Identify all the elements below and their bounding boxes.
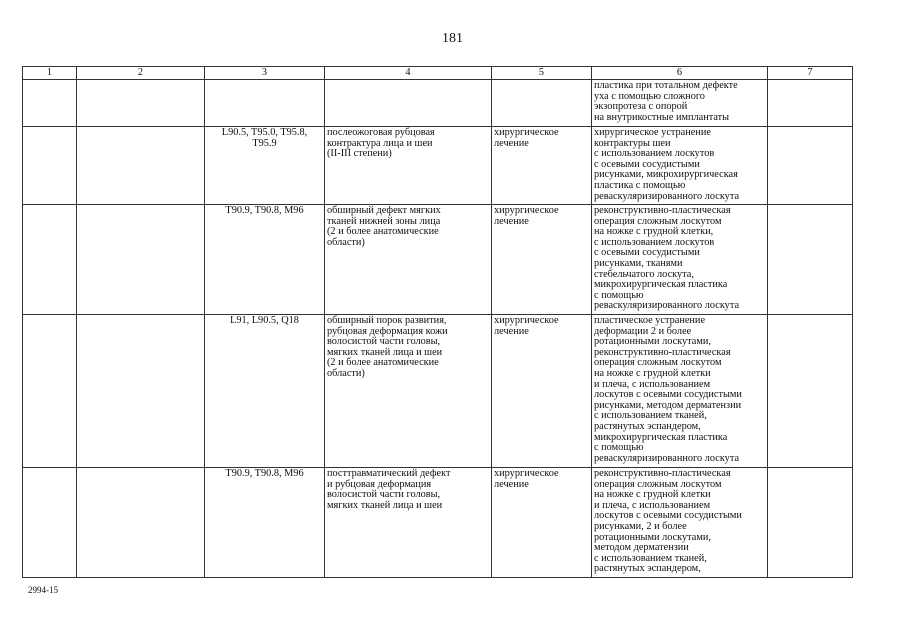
table-cell [23,205,77,315]
column-header-4: 4 [325,67,492,80]
procedure-cell: реконструктивно-пластическая операция сложным лоскутом на ножке с грудной клетки, с использованием лоскутов с осевыми сосудистыми рисунками, тканями стебельчатого лоскута, микрохирургическая пластика с помощью реваскуляризированного лоскута [592,205,768,315]
table-cell [768,468,853,578]
diagnosis-cell: обширный порок развития, рубцовая деформация кожи волосистой части головы, мягких тканей лица и шеи (2 и более анатомические области) [325,315,492,468]
table-cell [768,315,853,468]
procedure-cell: пластика при тотальном дефекте уха с помощью сложного экзопротеза с опорой на внутрикостные имплантаты [592,80,768,127]
table-cell [23,315,77,468]
icd-codes-cell: T90.9, T90.8, M96 [205,468,325,578]
diagnosis-cell: обширный дефект мягких тканей нижней зоны лица (2 и более анатомические области) [325,205,492,315]
treatment-type-cell: хирургическое лечение [492,468,592,578]
table-cell [77,205,205,315]
diagnosis-cell: послеожоговая рубцовая контрактура лица и шеи (II-III степени) [325,127,492,205]
diagnosis-cell: посттравматический дефект и рубцовая деформация волосистой части головы, мягких тканей лица и шеи [325,468,492,578]
column-header-5: 5 [492,67,592,80]
icd-codes-cell: T90.9, T90.8, M96 [205,205,325,315]
table-cell [23,80,77,127]
icd-codes-cell [205,80,325,127]
table-row [23,80,853,127]
table-cell [768,80,853,127]
treatment-type-cell [492,80,592,127]
table-cell [77,315,205,468]
table-row [23,127,853,205]
table-row [23,205,853,315]
column-header-6: 6 [592,67,768,80]
page-number: 181 [442,31,463,46]
table-cell [77,468,205,578]
table-cell [23,127,77,205]
treatment-type-cell: хирургическое лечение [492,315,592,468]
icd-codes-cell: L90.5, T95.0, T95.8, T95.9 [205,127,325,205]
table-row [23,315,853,468]
diagnosis-cell [325,80,492,127]
table-cell [768,127,853,205]
column-header-1: 1 [23,67,77,80]
medical-procedures-table [22,66,853,578]
document-code: 2994-15 [28,585,58,595]
treatment-type-cell: хирургическое лечение [492,127,592,205]
column-header-7: 7 [768,67,853,80]
table-cell [77,80,205,127]
table-cell [23,468,77,578]
column-header-3: 3 [205,67,325,80]
column-header-2: 2 [77,67,205,80]
table-cell [77,127,205,205]
procedure-cell: реконструктивно-пластическая операция сложным лоскутом на ножке с грудной клетки и плеча, с использованием лоскутов с осевыми сосудистыми рисунками, 2 и более ротационными лоскутами, методом дерматензии с использованием тканей, растянутых эспандером, [592,468,768,578]
table-row [23,468,853,578]
icd-codes-cell: L91, L90.5, Q18 [205,315,325,468]
table-cell [768,205,853,315]
procedure-cell: хирургическое устранение контрактуры шеи с использованием лоскутов с осевыми сосудистыми рисунками, микрохирургическая пластика с помощью реваскуляризированного лоскута [592,127,768,205]
column-number-row [23,67,853,80]
procedure-cell: пластическое устранение деформации 2 и более ротационными лоскутами, реконструктивно-пластическая операция сложным лоскутом на ножке с грудной клетки и плеча, с использованием лоскутов с осевыми сосудистыми рисунками, методом дерматензии с использованием тканей, растянутых эспандером, микрохирургическая пластика с помощью реваскуляризированного лоскута [592,315,768,468]
treatment-type-cell: хирургическое лечение [492,205,592,315]
